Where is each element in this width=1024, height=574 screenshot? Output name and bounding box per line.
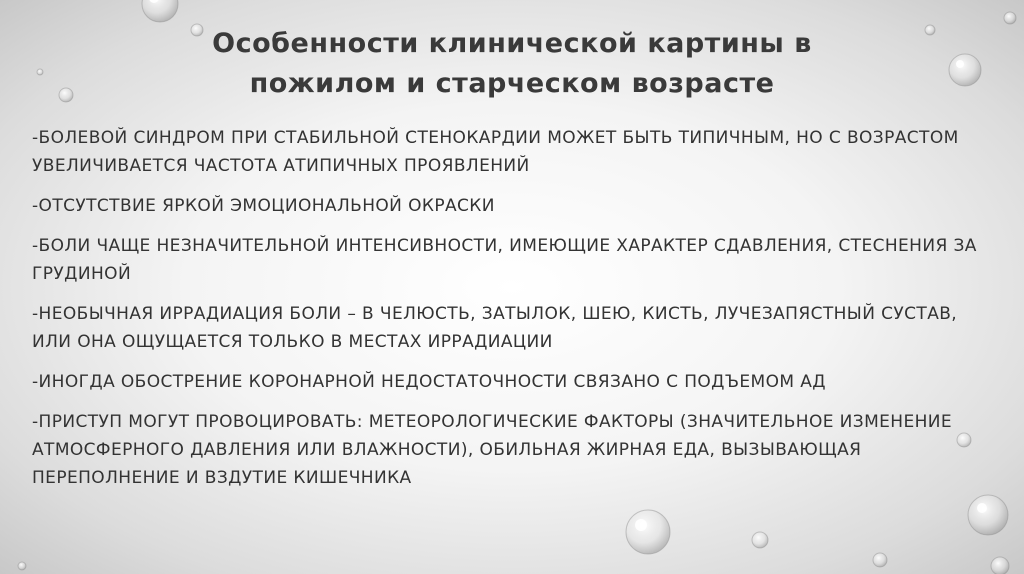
list-item: -ОТСУТСТВИЕ ЯРКОЙ ЭМОЦИОНАЛЬНОЙ ОКРАСКИ: [32, 196, 495, 216]
list-item: -БОЛЕВОЙ СИНДРОМ ПРИ СТАБИЛЬНОЙ СТЕНОКАРДИИ МОЖЕТ БЫТЬ ТИПИЧНЫМ, НО С ВОЗРАСТОМ УВЕЛИЧИВАЕТСЯ ЧАСТОТА АТИПИЧНЫХ ПРОЯВЛЕНИЙ: [32, 128, 959, 176]
list-item: -НЕОБЫЧНАЯ ИРРАДИАЦИЯ БОЛИ – В ЧЕЛЮСТЬ, ЗАТЫЛОК, ШЕЮ, КИСТЬ, ЛУЧЕЗАПЯСТНЫЙ СУСТАВ, ИЛИ ОНА ОЩУЩАЕТСЯ ТОЛЬКО В МЕСТАХ ИРРАДИАЦИИ: [32, 304, 958, 352]
list-item: -БОЛИ ЧАЩЕ НЕЗНАЧИТЕЛЬНОЙ ИНТЕНСИВНОСТИ, ИМЕЮЩИЕ ХАРАКТЕР СДАВЛЕНИЯ, СТЕСНЕНИЯ ЗА ГРУДИНОЙ: [32, 236, 977, 284]
list-item: -ПРИСТУП МОГУТ ПРОВОЦИРОВАТЬ: МЕТЕОРОЛОГИЧЕСКИЕ ФАКТОРЫ (ЗНАЧИТЕЛЬНОЕ ИЗМЕНЕНИЕ АТМОСФЕРНОГО ДАВЛЕНИЯ ИЛИ ВЛАЖНОСТИ), ОБИЛЬНАЯ ЖИРНАЯ ЕДА, ВЫЗЫВАЮЩАЯ ПЕРЕПОЛНЕНИЕ И ВЗДУТИЕ КИШЕЧНИКА: [32, 412, 953, 488]
title-line-1: Особенности клинической картины в: [212, 28, 812, 59]
title-line-2: пожилом и старческом возрасте: [249, 68, 775, 99]
list-item: -ИНОГДА ОБОСТРЕНИЕ КОРОНАРНОЙ НЕДОСТАТОЧНОСТИ СВЯЗАНО С ПОДЪЕМОМ АД: [32, 372, 826, 392]
slide-title: [110, 24, 914, 104]
symptom-list: [32, 124, 982, 504]
